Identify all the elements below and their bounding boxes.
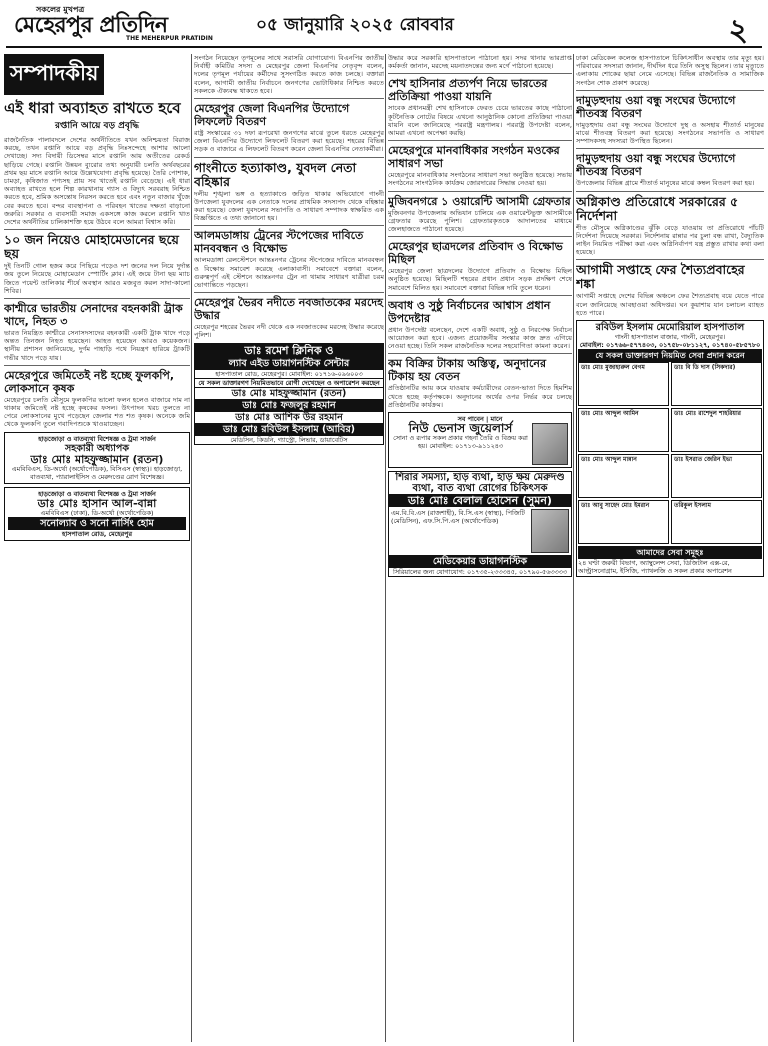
column-divider bbox=[385, 54, 386, 1042]
divider bbox=[388, 295, 572, 296]
column-divider bbox=[191, 54, 192, 1042]
issue-date: ০৫ জানুয়ারি ২০২৫ রোববার bbox=[256, 15, 454, 35]
ad-address: গাংনী হাসপাতাল বাজার, গাংনী, মেহেরপুর। bbox=[614, 333, 726, 342]
article-body: প্রতিষ্ঠানটির আয় কমে যাওয়ায় কর্মচারীদের বেতন-ভাতা দিতে হিমশিম খেতে হচ্ছে কর্তৃপক্ষকে। অনুদানের অর্থের ওপর নির্ভর করে চলছে প্রতিষ্ঠানটির কার্যক্রম। bbox=[388, 384, 572, 409]
ad-services-label: আমাদের সেবা সমূহঃ bbox=[578, 546, 762, 559]
headline: মেহেরপুর ছাত্রদলের প্রতিবাদ ও বিক্ষোভ মিছিল bbox=[388, 240, 563, 267]
ad-clinic-name: মেডিকেয়ার ডায়াগনস্টিক bbox=[389, 555, 571, 568]
doctor-ad bbox=[388, 471, 572, 577]
doctor-name: ডাঃ মোঃ রাশেদুল শাহরিয়ার bbox=[674, 410, 741, 418]
column-three bbox=[388, 54, 572, 1042]
ad-address: সিরিয়ালের জন্য যোগাযোগ: ০১৭৩৫-২৩৩৩৪৫, ০১৭৯০-৫৬৩৩৩৩ bbox=[393, 568, 567, 577]
ad-address: হাসপাতাল রোড, মেহেরপুর bbox=[61, 529, 132, 538]
divider bbox=[576, 148, 764, 149]
headline: ১০ জন নিয়েও মোহামেডানের ছয়ে ছয় bbox=[4, 232, 179, 262]
ad-doctor-name: ডাঃ মোঃ মাহফুজ্জামান (রতন) bbox=[231, 387, 347, 399]
headline: অবাধ ও সুষ্ঠু নির্বাচনের আশ্বাস প্রধান উপদেষ্টার bbox=[388, 298, 551, 325]
divider bbox=[4, 365, 190, 366]
editorial-subhead: রপ্তানি আয়ে বড় প্রবৃদ্ধি bbox=[54, 121, 140, 131]
ad-services: ২৪ ঘণ্টা জরুরী বিভাগ, অ্যাম্বুলেন্স সেবা, ডিজিটাল এক্স-রে, আল্ট্রাসনোগ্রাম, ইসিজি, প্যাথলজি ও সকল প্রকার অপারেশন bbox=[578, 559, 732, 576]
divider bbox=[388, 140, 572, 141]
article-body: মুজিবনগর উপজেলায় অভিযান চালিয়ে এক ওয়ারেন্টভুক্ত আসামীকে গ্রেফতার করেছে পুলিশ। গ্রেফতারকৃতকে আদালতের মাধ্যমে জেলহাজতে পাঠানো হয়েছে। bbox=[388, 208, 572, 234]
article-body: ঢাকা মেডিকেল কলেজ হাসপাতালে চিকিৎসাধীন অবস্থায় তার মৃত্যু হয়। পরিবারের সদস্যরা জানান, দীর্ঘদিন ধরে তিনি অসুস্থ ছিলেন। তার মৃত্যুতে এলাকায় শোকের ছায়া নেমে এসেছে। বিভিন্ন রাজনৈতিক ও সামাজিক সংগঠন শোক প্রকাশ করেছে। bbox=[576, 54, 764, 87]
ad-clinic-sub: ল্যাব এইড ডায়াগনস্টিক সেন্টার bbox=[195, 357, 383, 370]
masthead-tagline: সকলের মুখপত্র bbox=[36, 5, 85, 14]
doctor-card bbox=[671, 500, 762, 544]
doctor-card bbox=[671, 362, 762, 406]
article-body: দামুড়হুদায় ওয়া বন্ধু সংঘের উদ্যোগে দুস্থ ও অসহায় শীতার্ত মানুষের মাঝে শীতবস্ত্র বিতরণ করা হয়েছে। সংগঠনের সভাপতি ও সাধারণ সম্পাদকসহ সদস্যরা উপস্থিত ছিলেন। bbox=[576, 120, 764, 146]
headline: মেহেরপুর ভৈরব নদীতে নবজাতকের মরদেহ উদ্ধার bbox=[194, 296, 383, 323]
ad-shop-name: নিউ ভেনাস জুয়েলার্স bbox=[408, 421, 513, 436]
divider bbox=[194, 225, 384, 226]
masthead-english: THE MEHERPUR PRATIDIN bbox=[126, 35, 213, 42]
article-body: উদ্ধার করে সরকারি হাসপাতালে পাঠানো হয়। সদর থানার ভারপ্রাপ্ত কর্মকর্তা জানান, মরদেহ ময়নাতদন্তের জন্য মর্গে পাঠানো হয়েছে। bbox=[388, 54, 572, 71]
clinic-ad bbox=[194, 343, 384, 445]
article-body: মেহেরপুরে মানবাধিকার সংগঠনের সাধারণ সভা অনুষ্ঠিত হয়েছে। সভায় সংগঠনের সাংগঠনিক কার্যক্রম জোরদারের সিদ্ধান্ত নেওয়া হয়। bbox=[388, 171, 572, 188]
article-body: ভারত নিয়ন্ত্রিত কাশ্মীরে সেনাসদস্যদের বহনকারী একটি ট্রাক খাদে পড়ে অন্তত তিনজন নিহত হয়েছেন। আহত হয়েছেন আরও কয়েকজন। স্থানীয় প্রশাসন জানিয়েছে, দুর্গম পাহাড়ি পথে নিয়ন্ত্রণ হারিয়ে ট্রাকটি গভীর খাদে পড়ে যায়। bbox=[4, 329, 190, 362]
ad-body: এমবিবিএস, ডি-অর্থো (অর্থোপেডিক), বিসিএস (স্বাস্থ্য)। হাড়জোড়া, বাতব্যথা, প্যারালাইসিস ও মেরুদণ্ডের রোগ বিশেষজ্ঞ। bbox=[11, 464, 183, 481]
headline: মেহেরপুরে মানবাধিকার সংগঠন মওকের সাধারণ সভা bbox=[388, 144, 560, 171]
ad-strip: যে সকল ডাক্তারগণ নিয়মিতভাবে রোগী দেখেছেন ও অপারেশন করছেন bbox=[195, 378, 383, 388]
page-number: ২ bbox=[728, 13, 748, 48]
article-body: দলীয় শৃঙ্খলা ভঙ্গ ও হত্যাকাণ্ডে জড়িত থাকার অভিযোগে গাংনী উপজেলা যুবদলের এক নেতাকে দলের প্রাথমিক সদস্যপদ থেকে বহিষ্কার করা হয়েছে। জেলা যুবদলের সভাপতি ও সাধারণ সম্পাদক স্বাক্ষরিত এক বিজ্ঞপ্তিতে এ তথ্য জানানো হয়। bbox=[194, 189, 384, 223]
divider bbox=[194, 292, 384, 293]
divider bbox=[194, 157, 384, 158]
column-divider bbox=[573, 54, 574, 1042]
article-body: আগামী সপ্তাহে দেশের বিভিন্ন অঞ্চলে ফের শৈত্যপ্রবাহ বয়ে যেতে পারে বলে জানিয়েছে আবহাওয়া অধিদপ্তর। ঘন কুয়াশায় যান চলাচল ব্যাহত হতে পারে। bbox=[576, 292, 764, 317]
headline: গাংনীতে হত্যাকাণ্ড, যুবদল নেতা বহিষ্কার bbox=[194, 159, 357, 189]
portrait-photo bbox=[532, 423, 568, 465]
article-body: মেহেরপুরে চলতি মৌসুমে ফুলকপির ভালো ফলন হলেও বাজারে দাম না থাকায় জমিতেই নষ্ট হচ্ছে কৃষকের ফসল। উৎপাদন খরচ তুলতে না পেরে লোকসানের মুখে পড়েছেন জেলার শত শত কৃষক। অনেকে জমি থেকে ফুলকপি তুলে গবাদিপশুকে খাওয়াচ্ছেন। bbox=[4, 395, 190, 429]
headline: শেখ হাসিনার প্রত্যর্পণ নিয়ে ভারতের প্রতিক্রিয়া পাওয়া যায়নি bbox=[388, 77, 548, 104]
ad-strip: যে সকল ডাক্তারগণ নিয়মিত সেবা প্রদান করেন bbox=[578, 349, 762, 362]
column-editorial bbox=[4, 54, 190, 1042]
article-body: সংগঠন নিয়েছেন তৃণমূলের সাথে সরাসরি যোগাযোগ। বিএনপির জাতীয় নির্বাহী কমিটির সদস্য ও মেহেরপুর জেলা বিএনপির নেতৃবৃন্দ বলেন, দলের তৃণমূল পর্যায়ের কর্মীদের সুসংগঠিত করতে কাজ চলছে। বক্তারা বলেন, আগামী জাতীয় নির্বাচনে জনগণের ভোটাধিকার নিশ্চিত করতে সকলকে ঐক্যবদ্ধ থাকতে হবে। bbox=[194, 54, 384, 95]
divider bbox=[388, 191, 572, 192]
article-body: মেহেরপুর শহরের ভৈরব নদী থেকে এক নবজাতকের মরদেহ উদ্ধার করেছে পুলিশ। bbox=[194, 323, 384, 340]
portrait-photo bbox=[531, 509, 569, 553]
ad-topline: হাড়জোড়া ও বাতব্যথা বিশেষজ্ঞ ও ট্রমা সার্জন bbox=[38, 434, 156, 443]
editorial-body: রাজনৈতিক পালাবদলে দেশের অর্থনীতিতে যখন অনিশ্চয়তা বিরাজ করছে, তখন রপ্তানি আয়ে বড় প্রবৃদ্ধি নিঃসন্দেহে আশার আলো দেখাচ্ছে। সদ্য বিদায়ী ডিসেম্বর মাসে রপ্তানি আয় অতীতের রেকর্ড ছাড়িয়ে গেছে। রপ্তানি উন্নয়ন ব্যুরোর তথ্য অনুযায়ী চলতি অর্থবছরের প্রথম ছয় মাসে রপ্তানি আয়ে উল্লেখযোগ্য প্রবৃদ্ধি হয়েছে। তৈরি পোশাক, চামড়া, কৃষিজাত পণ্যসহ প্রায় সব খাতেই রপ্তানি বেড়েছে। এই ধারা অব্যাহত রাখতে হলে শিল্প কারখানায় গ্যাস ও বিদ্যুৎ সরবরাহ নিশ্চিত করতে হবে, শ্রমিক অসন্তোষ নিরসন করতে হবে এবং নতুন বাজার খুঁজে বের করতে হবে। বন্দর ব্যবস্থাপনা ও পরিবহন খাতের দক্ষতা বাড়ানো জরুরি। সরকার ও ব্যবসায়ী সমাজ একসঙ্গে কাজ করলে রপ্তানি খাত দেশের অর্থনীতির চালিকাশক্তি হয়ে উঠবে বলে আমরা বিশ্বাস করি। bbox=[4, 136, 190, 227]
article-body: দুই তিনটি গোল হজম করে পিছিয়ে পড়েও দশ জনের দল নিয়ে দুর্দান্ত জয় তুলে নিয়েছে মোহামেডান স্পোর্টিং ক্লাব। এই জয়ে টানা ছয় ম্যাচ জিতে পয়েন্ট তালিকার শীর্ষে অবস্থান আরও মজবুত করল সাদা-কালো শিবির। bbox=[4, 262, 190, 295]
headline: মেহেরপুরে জমিতেই নষ্ট হচ্ছে ফুলকপি, লোকসানে কৃষক bbox=[4, 368, 175, 395]
doctor-name: ডাঃ ইসরাত জেরিন ইভা bbox=[674, 456, 732, 464]
jewellers-ad bbox=[388, 412, 572, 468]
section-label: সম্পাদকীয় bbox=[4, 54, 104, 95]
ad-doctor-name: ডাঃ মোঃ ফজলুর রহমান bbox=[195, 399, 383, 412]
doctor-ad bbox=[4, 487, 190, 541]
article-body: উপজেলার বিভিন্ন গ্রামে শীতার্ত মানুষের মাঝে কম্বল বিতরণ করা হয়। bbox=[576, 179, 755, 188]
masthead-title: মেহেরপুর প্রতিদিন bbox=[14, 12, 168, 38]
column-four bbox=[576, 54, 764, 1042]
divider bbox=[388, 236, 572, 237]
headline: দামুড়হুদায় ওয়া বন্ধু সংঘের উদ্যোগে শীতবস্ত্র বিতরণ bbox=[576, 152, 736, 179]
ad-body: সোনা ও রূপার সকল প্রকার গহনা তৈরি ও বিক্রয় করা হয়। মোবাইল: ০১৭১৩-৯১১২৪৩ bbox=[393, 434, 528, 451]
ad-footer: মেডিসিন, কিডনি, গ্যাস্ট্রো, লিভার, ডায়াবেটিস bbox=[230, 435, 348, 444]
ad-doctor-name: ডাঃ মোঃ রবিউল ইসলাম (আবির) bbox=[195, 423, 383, 436]
article-body: মেহেরপুর জেলা ছাত্রদলের উদ্যোগে প্রতিবাদ ও বিক্ষোভ মিছিল অনুষ্ঠিত হয়েছে। মিছিলটি শহরের প্রধান প্রধান সড়ক প্রদক্ষিণ শেষে সমাবেশে মিলিত হয়। সমাবেশে বক্তারা বিভিন্ন দাবি তুলে ধরেন। bbox=[388, 267, 572, 292]
ad-topline: হাড়জোড়া ও বাতব্যথা বিশেষজ্ঞ ও ট্রমা সার্জন bbox=[38, 489, 156, 498]
headline: আলমডাঙ্গায় ট্রেনের স্টপেজের দাবিতে মানববন্ধন ও বিক্ষোভ bbox=[194, 229, 364, 256]
ad-clinic-name: ডাঃ রমেশ ক্লিনিক ও bbox=[195, 344, 383, 357]
ad-body: এমবিবিএস (ঢাকা), ডি-অর্থো (অর্থোপেডিক) bbox=[40, 508, 154, 517]
divider bbox=[4, 298, 190, 299]
doctor-card bbox=[578, 408, 669, 452]
masthead bbox=[6, 4, 762, 48]
doctor-card bbox=[671, 408, 762, 452]
article-body: রাষ্ট্র সংস্কারের ৩১ দফা রূপরেখা জনগণের মাঝে তুলে ধরতে মেহেরপুর জেলা বিএনপির উদ্যোগে লিফলেট বিতরণ করা হয়েছে। শহরের বিভিন্ন সড়ক ও বাজারে এ লিফলেট বিতরণ করেন জেলা বিএনপির নেতাকর্মীরা। bbox=[194, 129, 384, 154]
doctor-card bbox=[578, 454, 669, 498]
ad-address: হাসপাতাল রোড, মেহেরপুর। মোবাইল: ০১৭১৬-০৯৬০০৩ bbox=[215, 369, 363, 378]
doctor-list bbox=[578, 362, 762, 544]
divider bbox=[388, 353, 572, 354]
ad-degree: এম.বি.বি.এস (রাজশাহী), বি.সি.এস (স্বাস্থ্য), পিজিটি (মেডিসিন), এফ.সি.পি.এস (অর্থোপেডিক) bbox=[391, 509, 525, 526]
divider bbox=[194, 98, 384, 99]
ad-clinic-name: সনোল্যাব ও সনো নার্সিং হোম bbox=[8, 517, 186, 530]
doctor-name: ডাঃ মোঃ আব্দুল আমিন bbox=[581, 410, 639, 418]
doctor-name: ডাঃ বি ডি দাস (সিকদার) bbox=[674, 364, 736, 372]
article-body: সাবেক প্রধানমন্ত্রী শেখ হাসিনাকে ফেরত চেয়ে ভারতের কাছে পাঠানো কূটনৈতিক নোটের বিষয়ে এখনো আনুষ্ঠানিক কোনো প্রতিক্রিয়া পাওয়া যায়নি বলে জানিয়েছে পররাষ্ট্র মন্ত্রণালয়। পররাষ্ট্র উপদেষ্টা বলেন, আমরা এখনো অপেক্ষা করছি। bbox=[388, 104, 572, 138]
headline: অগ্নিকাণ্ড প্রতিরোধে সরকারের ৫ নির্দেশনা bbox=[576, 193, 739, 223]
divider bbox=[388, 73, 572, 74]
headline: কম বিক্রির টাকায় অস্তিত্ব, অনুদানের টিকায় হয় বেতন bbox=[388, 357, 547, 384]
ad-hospital-name: রবিউল ইসলাম মেমোরিয়াল হাসপাতাল bbox=[595, 322, 745, 334]
article-body: আলমডাঙ্গা রেলস্টেশনে আন্তঃনগর ট্রেনের স্টপেজের দাবিতে মানববন্ধন ও বিক্ষোভ সমাবেশ করেছে এলাকাবাসী। সমাবেশে বক্তারা বলেন, গুরুত্বপূর্ণ এই স্টেশনে আন্তঃনগর ট্রেন না থামায় সাধারণ যাত্রীরা চরম ভোগান্তিতে পড়ছেন। bbox=[194, 256, 384, 290]
ad-doctor-name: ডাঃ মোঃ মাহফুজ্জামান (রতন) bbox=[30, 452, 164, 466]
article-body: প্রধান উপদেষ্টা বলেছেন, দেশে একটি অবাধ, সুষ্ঠু ও নিরপেক্ষ নির্বাচন আয়োজন করা হবে। এজন্য প্রয়োজনীয় সংস্কার কাজ দ্রুত এগিয়ে নেওয়া হচ্ছে। তিনি সকল রাজনৈতিক দলের সহযোগিতা কামনা করেন। bbox=[388, 325, 572, 351]
ad-preline: সব পাবেন | মানে bbox=[457, 415, 503, 424]
article-body: শীত মৌসুমে অগ্নিকাণ্ডের ঝুঁকি বেড়ে যাওয়ায় তা প্রতিরোধে পাঁচটি নির্দেশনা দিয়েছে সরকার। নির্দেশনায় রান্নার পর চুলা বন্ধ রাখা, বৈদ্যুতিক লাইন নিয়মিত পরীক্ষা করা এবং অগ্নিনির্বাপণ যন্ত্র প্রস্তুত রাখার কথা বলা হয়েছে। bbox=[576, 223, 764, 257]
ad-doctor-name: ডাঃ মোঃ বেলাল হোসেন (সুমন) bbox=[389, 494, 571, 507]
headline: কাশ্মীরে ভারতীয় সেনাদের বহনকারী ট্রাক খাদে, নিহত ৩ bbox=[4, 302, 183, 329]
editorial-headline: এই ধারা অব্যাহত রাখতে হবে bbox=[4, 99, 181, 117]
doctor-ad bbox=[4, 432, 190, 484]
ad-doctor-name: ডাঃ মোঃ আশিক উর রহমান bbox=[235, 411, 343, 423]
divider bbox=[576, 259, 764, 260]
doctor-name: তরিকুল ইসলাম bbox=[674, 502, 711, 510]
hospital-ad bbox=[576, 320, 764, 577]
doctor-card bbox=[578, 362, 669, 406]
headline: মুজিবনগরে ১ ওয়ারেন্টি আসামী গ্রেফতার bbox=[388, 194, 571, 208]
divider bbox=[576, 90, 764, 91]
column-two bbox=[194, 54, 384, 1042]
divider bbox=[4, 229, 190, 230]
ad-role: সহকারী অধ্যাপক bbox=[64, 442, 130, 454]
headline: আগামী সপ্তাহে ফের শৈত্যপ্রবাহের শঙ্কা bbox=[576, 262, 745, 292]
ad-phone: মোবাইল: ০১৭৬৬-৫৭৭৪০৩, ০১৭৫৮-০৮১১২৭, ০১৭৪০-৫৮৫৭৮০ bbox=[579, 341, 761, 350]
doctor-card bbox=[671, 454, 762, 498]
doctor-name: ডাঃ আবু সাহেদ মোঃ ইমরান bbox=[581, 502, 650, 510]
doctor-name: ডাঃ মোঃ মুজাহারুল বেগম bbox=[581, 364, 645, 372]
divider bbox=[576, 191, 764, 192]
ad-strip: শিরার সমস্যা, হাড় ব্যথা, হাড় ক্ষয় মেরুদণ্ড ব্যথা, বাত ব্যথা রোগের চিকিৎসক bbox=[395, 472, 565, 495]
headline: মেহেরপুর জেলা বিএনপির উদ্যোগে লিফলেট বিতরণ bbox=[194, 102, 350, 129]
ad-doctor-name: ডাঃ মোঃ হাসান আল-বান্না bbox=[37, 496, 157, 510]
doctor-card bbox=[578, 500, 669, 544]
doctor-name: ডাঃ মোঃ আব্দুল মান্নান bbox=[581, 456, 637, 464]
headline: দামুড়হুদায় ওয়া বন্ধু সংঘের উদ্যোগে শীতবস্ত্র বিতরণ bbox=[576, 93, 736, 120]
